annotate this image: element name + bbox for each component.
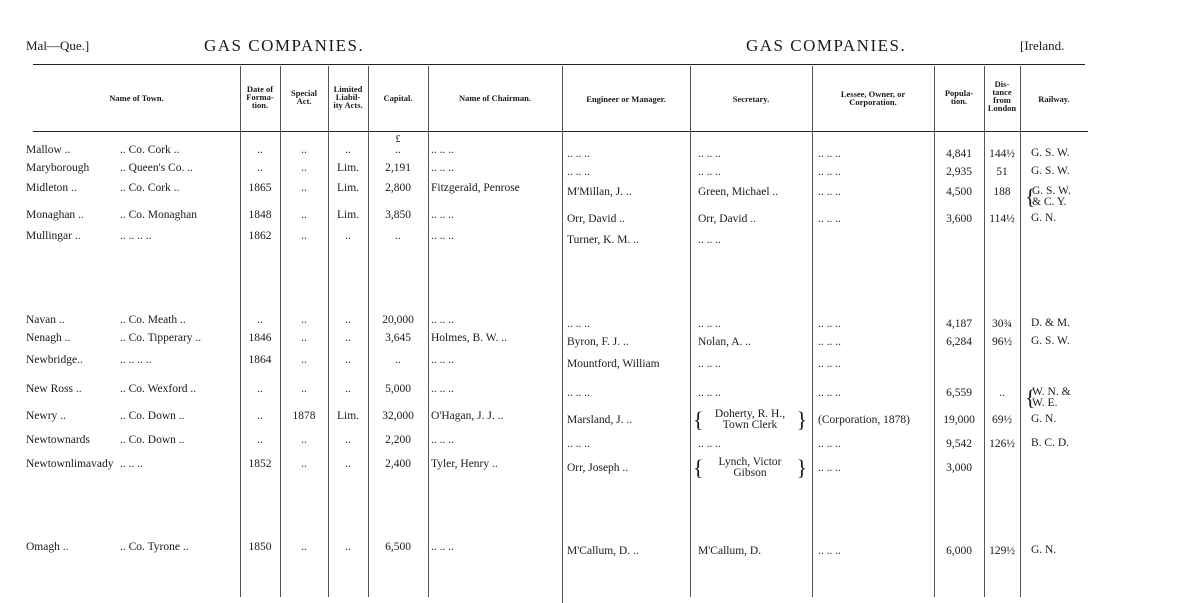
population: 6,284 [946, 336, 972, 348]
county-name: .. .. .. [120, 458, 143, 470]
county-name: .. Co. Down .. [120, 434, 185, 446]
limited-liability: .. [345, 144, 351, 156]
engineer: .. .. .. [567, 166, 590, 178]
county-name: .. Co. Cork .. [120, 182, 180, 194]
column-rule [690, 66, 691, 597]
capital: 3,850 [385, 209, 411, 221]
header-distance-line: tance [992, 87, 1012, 97]
column-rule [812, 66, 813, 597]
county-name: .. Co. Meath .. [120, 314, 186, 326]
limited-liability: .. [345, 541, 351, 553]
special-act: .. [301, 182, 307, 194]
railway-line: G. N. [1031, 544, 1057, 556]
page-title-right: GAS COMPANIES. [746, 36, 907, 55]
railway-line: D. & M. [1031, 317, 1070, 329]
chairman: .. .. .. [431, 354, 454, 366]
county-name: .. Co. Tipperary .. [120, 332, 202, 344]
secretary: M'Callum, D. [698, 545, 762, 557]
date-of-formation: 1848 [248, 209, 272, 221]
county-name: .. Queen's Co. .. [120, 162, 193, 174]
engineer: .. .. .. [567, 438, 590, 450]
date-of-formation: 1850 [248, 541, 272, 553]
railway [1031, 336, 1070, 347]
special-act: .. [301, 314, 307, 326]
lessee-owner: (Corporation, 1878) [818, 414, 910, 426]
header-bottom-rule [33, 131, 1088, 132]
lessee-owner: .. .. .. [818, 336, 841, 348]
secretary: Nolan, A. .. [698, 336, 752, 348]
town-name: Maryborough [26, 162, 90, 174]
header-date [240, 85, 280, 109]
railway-line: & C. Y. [1032, 196, 1067, 208]
header-population-line: tion. [950, 96, 968, 106]
limited-liability: .. [345, 354, 351, 366]
engineer: Marsland, J. .. [567, 414, 633, 426]
limited-liability: Lim. [336, 182, 360, 194]
capital: 2,200 [385, 434, 411, 446]
date-of-formation: .. [257, 383, 263, 395]
header-chairman [428, 94, 562, 102]
secretary [700, 409, 800, 431]
special-act: .. [301, 209, 307, 221]
town-name: Newtownlimavady [26, 458, 114, 470]
railway-line: { W. N. & [1032, 386, 1071, 398]
header-top-rule [33, 64, 1085, 65]
population: 6,559 [946, 387, 972, 399]
secretary: .. .. .. [698, 318, 721, 330]
date-of-formation: .. [257, 314, 263, 326]
engineer: Orr, David .. [567, 213, 625, 225]
capital: 20,000 [382, 314, 414, 326]
population: 9,542 [946, 438, 972, 450]
header-secretary [690, 95, 812, 103]
header-town-line: Name of Town. [109, 93, 164, 103]
town-name: Mallow .. [26, 144, 71, 156]
railway-line: B. C. D. [1031, 437, 1070, 449]
column-rule [984, 66, 985, 597]
header-date-line: Forma- [246, 92, 274, 102]
limited-liability: Lim. [336, 410, 360, 422]
railway [1032, 387, 1071, 409]
special-act: .. [301, 383, 307, 395]
distance-from-london: 30¾ [991, 318, 1013, 330]
distance-from-london: 69½ [991, 414, 1013, 426]
header-chairman-line: Name of Chairman. [458, 93, 531, 103]
capital: 3,645 [385, 332, 411, 344]
railway-line: G. S. W. [1031, 335, 1070, 347]
special-act: .. [301, 144, 307, 156]
town-name: Midleton .. [26, 182, 77, 194]
engineer: .. .. .. [567, 318, 590, 330]
limited-liability: .. [345, 458, 351, 470]
county-name: .. .. .. .. [120, 230, 152, 242]
railway [1031, 545, 1056, 556]
population: 4,841 [946, 148, 972, 160]
header-secretary-line: Secretary. [732, 94, 770, 104]
header-capital [368, 94, 428, 102]
lessee-owner: .. .. .. [818, 462, 841, 474]
town-name: Nenagh .. [26, 332, 71, 344]
header-limited [328, 85, 368, 109]
secretary: Orr, David .. [698, 213, 756, 225]
county-name: .. Co. Wexford .. [120, 383, 197, 395]
limited-liability: Lim. [336, 209, 360, 221]
engineer: Byron, F. J. .. [567, 336, 629, 348]
chairman: .. .. .. [431, 383, 454, 395]
header-railway-line: Railway. [1038, 94, 1070, 104]
special-act: 1878 [292, 410, 316, 422]
date-of-formation: 1864 [248, 354, 272, 366]
secretary: .. .. .. [698, 234, 721, 246]
population: 3,600 [946, 213, 972, 225]
special-act: .. [301, 230, 307, 242]
population: 3,000 [946, 462, 972, 474]
header-capital-line: Capital. [383, 93, 413, 103]
chairman: Holmes, B. W. .. [431, 332, 508, 344]
header-special-line: Special [291, 88, 317, 98]
special-act: .. [301, 332, 307, 344]
date-of-formation: 1862 [248, 230, 272, 242]
chairman: .. .. .. [431, 162, 454, 174]
distance-from-london: .. [999, 387, 1005, 399]
header-engineer-line: Engineer or Manager. [586, 94, 666, 104]
date-of-formation: .. [257, 434, 263, 446]
chairman: .. .. .. [431, 434, 454, 446]
header-engineer [562, 95, 690, 103]
town-name: Mullingar .. [26, 230, 81, 242]
header-distance [984, 80, 1020, 112]
secretary: .. .. .. [698, 358, 721, 370]
distance-from-london: 129½ [989, 545, 1015, 557]
lessee-owner: .. .. .. [818, 318, 841, 330]
railway [1031, 318, 1070, 329]
capital: 6,500 [385, 541, 411, 553]
railway [1031, 438, 1069, 449]
header-lessee-line: Lessee, Owner, or [840, 89, 906, 99]
railway-line: G. N. [1031, 413, 1057, 425]
header-lessee-line: Corporation. [849, 97, 897, 107]
railway [1031, 414, 1056, 425]
chairman: .. .. .. [431, 144, 454, 156]
secretary: Green, Michael .. [698, 186, 779, 198]
population: 4,500 [946, 186, 972, 198]
capital: 2,191 [385, 162, 411, 174]
limited-liability: .. [345, 434, 351, 446]
date-of-formation: 1865 [248, 182, 272, 194]
secretary: .. .. .. [698, 166, 721, 178]
town-name: Newtownards [26, 434, 90, 446]
limited-liability: .. [345, 230, 351, 242]
date-of-formation: .. [257, 144, 263, 156]
header-special-line: Act. [296, 96, 312, 106]
date-of-formation: .. [257, 162, 263, 174]
limited-liability: .. [345, 314, 351, 326]
lessee-owner: .. .. .. [818, 213, 841, 225]
date-of-formation: .. [257, 410, 263, 422]
railway-line: { G. S. W. [1032, 185, 1071, 197]
currency-symbol: £ [395, 134, 401, 145]
header-town [33, 94, 240, 102]
limited-liability: .. [345, 332, 351, 344]
header-limited-line: Limited [333, 84, 363, 94]
secretary-line: { Doherty, R. H., [714, 408, 786, 420]
running-head-right: [Ireland. [1020, 38, 1065, 53]
capital: 32,000 [382, 410, 414, 422]
secretary: .. .. .. [698, 148, 721, 160]
population: 4,187 [946, 318, 972, 330]
special-act: .. [301, 162, 307, 174]
header-limited-line: Liabil- [335, 92, 361, 102]
column-rule [562, 66, 563, 603]
header-date-line: tion. [251, 100, 269, 110]
secretary-line: Town Clerk [722, 419, 778, 431]
lessee-owner: .. .. .. [818, 438, 841, 450]
chairman: O'Hagan, J. J. .. [431, 410, 504, 422]
chairman: .. .. .. [431, 209, 454, 221]
secretary [700, 457, 800, 479]
railway [1031, 148, 1070, 159]
town-name: Omagh .. [26, 541, 69, 553]
town-name: Newry .. [26, 410, 66, 422]
town-name: Monaghan .. [26, 209, 84, 221]
header-date-line: Date of [246, 84, 274, 94]
distance-from-london: 144½ [989, 148, 1015, 160]
town-name: New Ross .. [26, 383, 82, 395]
special-act: .. [301, 354, 307, 366]
lessee-owner: .. .. .. [818, 358, 841, 370]
county-name: .. Co. Down .. [120, 410, 185, 422]
engineer: Mountford, William [567, 358, 660, 370]
engineer: Turner, K. M. .. [567, 234, 639, 246]
distance-from-london: 126½ [989, 438, 1015, 450]
column-rule [1020, 66, 1021, 597]
header-railway [1020, 95, 1088, 103]
population: 6,000 [946, 545, 972, 557]
special-act: .. [301, 541, 307, 553]
capital: .. [395, 230, 401, 242]
limited-liability: .. [345, 383, 351, 395]
date-of-formation: 1846 [248, 332, 272, 344]
secretary: .. .. .. [698, 387, 721, 399]
secretary: .. .. .. [698, 438, 721, 450]
county-name: .. Co. Cork .. [120, 144, 180, 156]
header-limited-line: ity Acts. [333, 100, 363, 110]
population: 19,000 [943, 414, 975, 426]
engineer: Orr, Joseph .. [567, 462, 629, 474]
header-population [934, 89, 984, 105]
population: 2,935 [946, 166, 972, 178]
lessee-owner: .. .. .. [818, 166, 841, 178]
railway-line: G. N. [1031, 212, 1057, 224]
lessee-owner: .. .. .. [818, 186, 841, 198]
header-population-line: Popula- [944, 88, 974, 98]
capital: 2,800 [385, 182, 411, 194]
railway [1032, 186, 1071, 208]
county-name: .. .. .. .. [120, 354, 152, 366]
secretary-line: { Lynch, Victor [718, 456, 782, 468]
chairman: .. .. .. [431, 541, 454, 553]
chairman: .. .. .. [431, 314, 454, 326]
railway-line: G. S. W. [1031, 165, 1070, 177]
county-name: .. Co. Tyrone .. [120, 541, 189, 553]
railway-line: W. E. [1032, 397, 1058, 409]
town-name: Navan .. [26, 314, 65, 326]
railway [1031, 213, 1056, 224]
special-act: .. [301, 434, 307, 446]
distance-from-london: 188 [993, 186, 1011, 198]
town-name: Newbridge.. [26, 354, 83, 366]
railway-line: G. S. W. [1031, 147, 1070, 159]
special-act: .. [301, 458, 307, 470]
distance-from-london: 51 [996, 166, 1008, 178]
header-distance-line: Dis- [994, 79, 1010, 89]
lessee-owner: .. .. .. [818, 387, 841, 399]
header-distance-line: from [993, 95, 1011, 105]
lessee-owner: .. .. .. [818, 148, 841, 160]
capital: 5,000 [385, 383, 411, 395]
header-distance-line: London [987, 103, 1017, 113]
engineer: .. .. .. [567, 148, 590, 160]
engineer: M'Millan, J. .. [567, 186, 632, 198]
column-rule [934, 66, 935, 597]
chairman: Fitzgerald, Penrose [431, 182, 520, 194]
capital: .. [395, 354, 401, 366]
railway [1031, 166, 1070, 177]
running-head-left: Mal—Que.] [26, 38, 90, 53]
chairman: .. .. .. [431, 230, 454, 242]
limited-liability: Lim. [336, 162, 360, 174]
capital: .. [395, 144, 401, 156]
header-special [280, 89, 328, 105]
engineer: M'Callum, D. .. [567, 545, 639, 557]
date-of-formation: 1852 [248, 458, 272, 470]
county-name: .. Co. Monaghan [120, 209, 197, 221]
page-title-left: GAS COMPANIES. [204, 36, 365, 55]
column-rule [428, 66, 429, 597]
distance-from-london: 114½ [989, 213, 1015, 225]
header-lessee [812, 90, 934, 106]
capital: 2,400 [385, 458, 411, 470]
distance-from-london: 96½ [991, 336, 1013, 348]
chairman: Tyler, Henry .. [431, 458, 498, 470]
lessee-owner: .. .. .. [818, 545, 841, 557]
secretary-line: Gibson [733, 467, 767, 479]
engineer: .. .. .. [567, 387, 590, 399]
